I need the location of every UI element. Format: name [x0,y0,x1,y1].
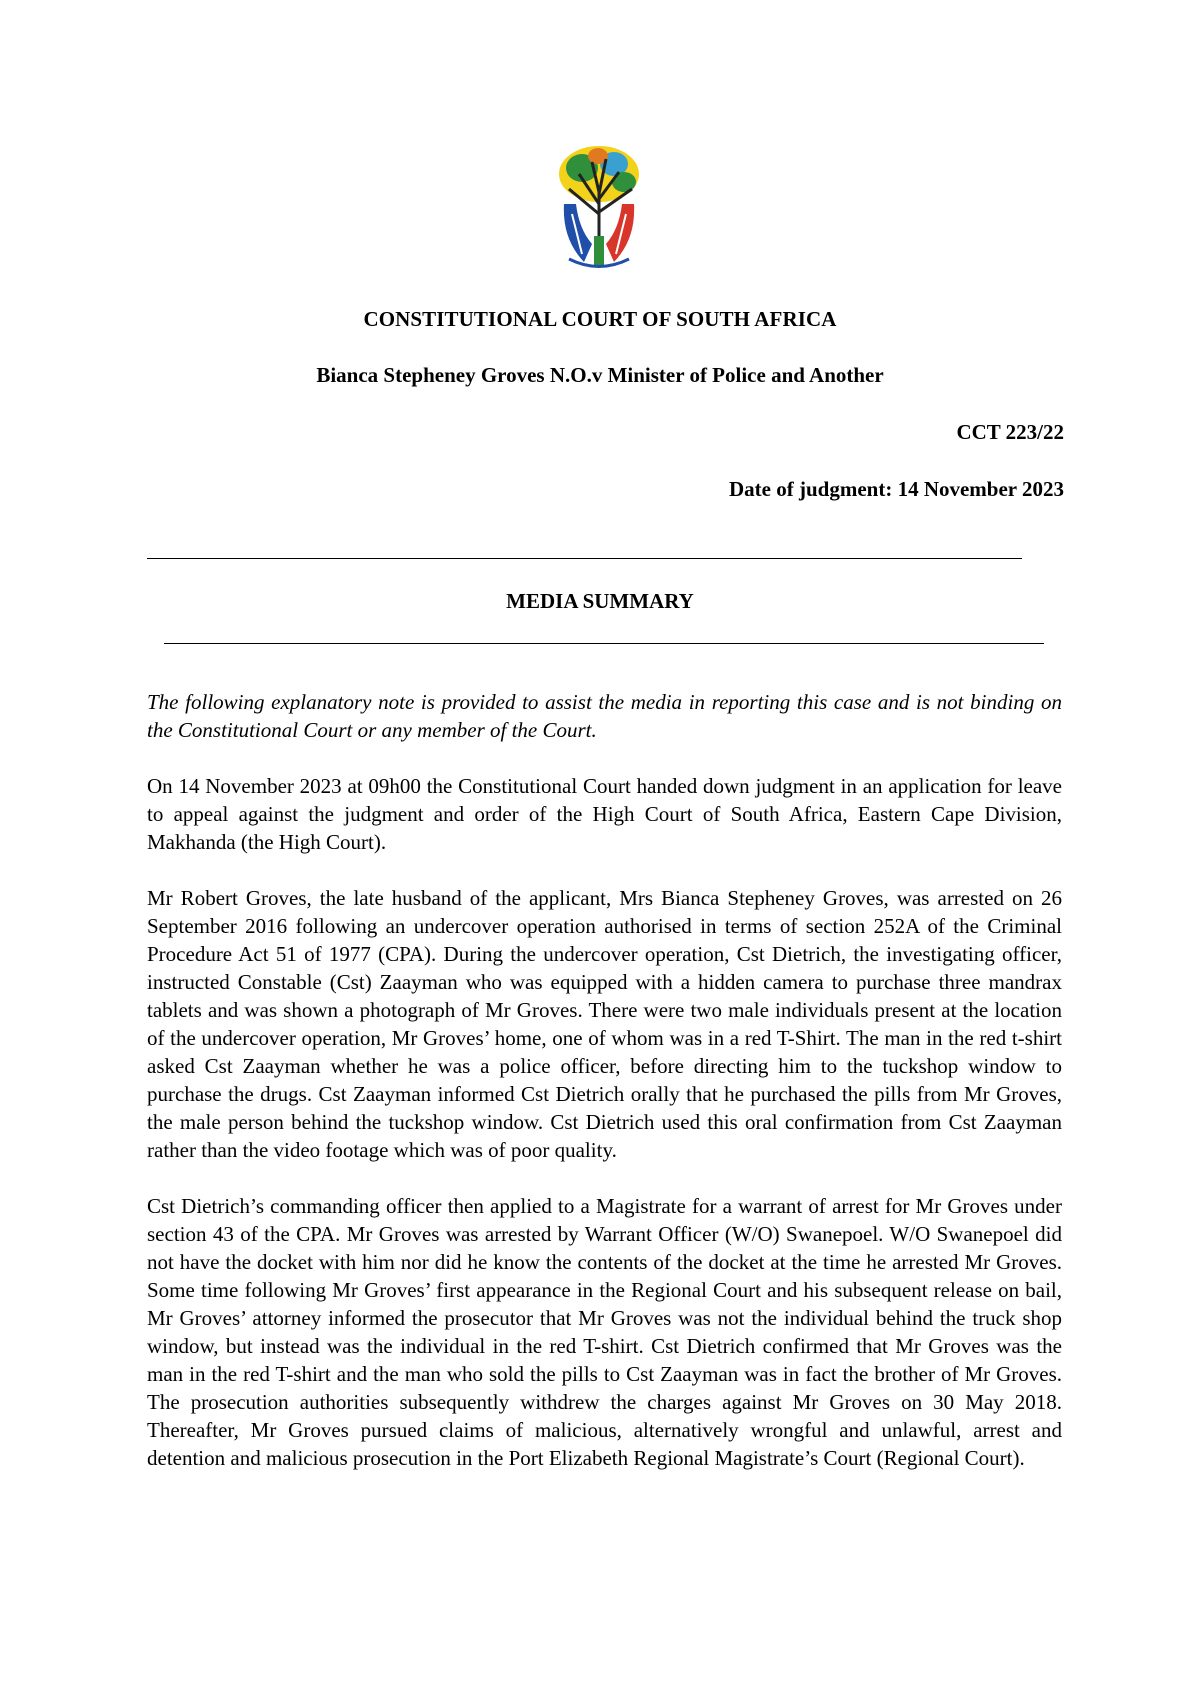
divider-top [147,558,1022,559]
divider-bottom [164,643,1044,644]
court-name: CONSTITUTIONAL COURT OF SOUTH AFRICA [363,307,837,331]
constitutional-court-logo [554,144,644,276]
paragraph: Mr Robert Groves, the late husband of the applicant, Mrs Bianca Stepheney Groves, was arrested on 26 September 2016 following an undercover operation authorised in terms of section 252A of the Criminal Procedure Act 51 of 1977 (CPA). During the undercover operation, Cst Dietrich, the investigating officer, instructed Constable (Cst) Zaayman who was equipped with a hidden camera to purchase three mandrax tablets and was shown a photograph of Mr Groves. There were two male individuals present at the location of the undercover operation, Mr Groves’ home, one of whom was in a red T-Shirt. The man in the red t-shirt asked Cst Zaayman whether he was a police officer, before directing him to the tuckshop window to purchase the drugs. Cst Zaayman informed Cst Dietrich orally that he purchased the pills from Mr Groves, the male person behind the tuckshop window. Cst Dietrich used this oral confirmation from Cst Zaayman rather than the video footage which was of poor quality. [147,886,1062,1162]
case-title: Bianca Stepheney Groves N.O.v Minister of Police and Another [316,363,884,387]
paragraph: On 14 November 2023 at 09h00 the Constitutional Court handed down judgment in an application for leave to appeal against the judgment and order of the High Court of South Africa, Eastern Cape Division, Makhanda (the High Court). [147,774,1062,854]
summary-heading: MEDIA SUMMARY [506,589,694,613]
case-number: CCT 223/22 [956,420,1064,444]
judgment-date: Date of judgment: 14 November 2023 [729,477,1064,501]
paragraph: Cst Dietrich’s commanding officer then applied to a Magistrate for a warrant of arrest for Mr Groves under section 43 of the CPA. Mr Groves was arrested by Warrant Officer (W/O) Swanepoel. W/O Swanepoel did not have the docket with him nor did he know the contents of the docket at the time he arrested Mr Groves. Some time following Mr Groves’ first appearance in the Regional Court and his subsequent release on bail, Mr Groves’ attorney informed the prosecutor that Mr Groves was not the individual behind the truck shop window, but instead was the individual in the red T-shirt. Cst Dietrich confirmed that Mr Groves was the man in the red T-shirt and the man who sold the pills to Cst Zaayman was in fact the brother of Mr Groves. The prosecution authorities subsequently withdrew the charges against Mr Groves on 30 May 2018. Thereafter, Mr Groves pursued claims of malicious, alternatively wrongful and unlawful, arrest and detention and malicious prosecution in the Port Elizabeth Regional Magistrate’s Court (Regional Court). [147,1194,1062,1470]
explanatory-note: The following explanatory note is provided to assist the media in reporting this case and is not binding on the Constitutional Court or any member of the Court. [147,690,1062,742]
summary-body [147,688,1062,1500]
